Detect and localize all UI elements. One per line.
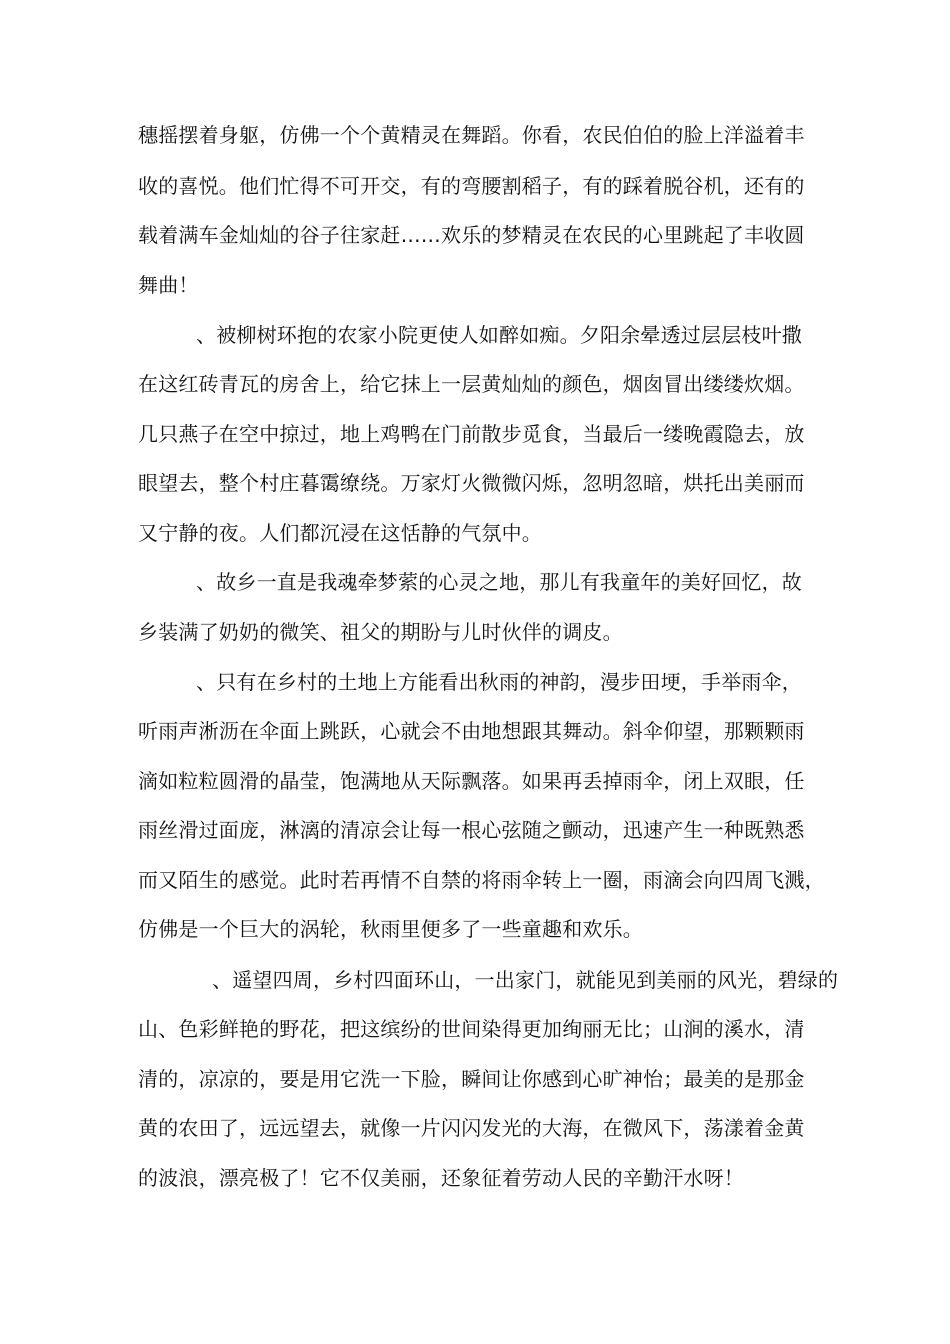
- text-line: 、故乡一直是我魂牵梦萦的心灵之地，那儿有我童年的美好回忆，故: [196, 570, 802, 594]
- text-line: 眼望去，整个村庄暮霭缭绕。万家灯火微微闪烁，忽明忽暗，烘托出美丽而: [138, 471, 805, 495]
- text-line: 又宁静的夜。人们都沉浸在这恬静的气氛中。: [138, 521, 542, 545]
- text-line: 的波浪，漂亮极了！它不仅美丽，还象征着劳动人民的辛勤汗水呀！: [138, 1166, 744, 1190]
- text-line: 听雨声淅沥在伞面上跳跃，心就会不由地想跟其舞动。斜伞仰望，那颗颗雨: [138, 719, 805, 743]
- text-line: 舞曲！: [138, 273, 199, 297]
- text-line: 穗摇摆着身躯，仿佛一个个黄精灵在舞蹈。你看，农民伯伯的脸上洋溢着丰: [138, 123, 805, 147]
- text-line: 而又陌生的感觉。此时若再情不自禁的将雨伞转上一圈，雨滴会向四周飞溅，: [138, 868, 825, 892]
- text-line: 滴如粒粒圆滑的晶莹，饱满地从天际飘落。如果再丢掉雨伞，闭上双眼，任: [138, 769, 805, 793]
- text-line: 、被柳树环抱的农家小院更使人如醉如痴。夕阳余晕透过层层枝叶撒: [196, 323, 802, 347]
- text-line: 载着满车金灿灿的谷子往家赶……欢乐的梦精灵在农民的心里跳起了丰收圆: [138, 223, 805, 247]
- text-line: 清的，凉凉的，要是用它洗一下脸，瞬间让你感到心旷神怡；最美的是那金: [138, 1067, 805, 1091]
- text-line: 、只有在乡村的土地上方能看出秋雨的神韵，漫步田埂，手举雨伞，: [196, 670, 802, 694]
- text-line: 仿佛是一个巨大的涡轮，秋雨里便多了一些童趣和欢乐。: [138, 917, 643, 941]
- text-line: 几只燕子在空中掠过，地上鸡鸭在门前散步觅食，当最后一缕晚霞隐去，放: [138, 422, 805, 446]
- text-line: 黄的农田了，远远望去，就像一片闪闪发光的大海，在微风下，荡漾着金黄: [138, 1116, 805, 1140]
- text-line: 收的喜悦。他们忙得不可开交，有的弯腰割稻子，有的踩着脱谷机，还有的: [138, 174, 805, 198]
- text-line: 在这红砖青瓦的房舍上，给它抹上一层黄灿灿的颜色，烟囱冒出缕缕炊烟。: [138, 372, 805, 396]
- text-line: 山、色彩鲜艳的野花，把这缤纷的世间染得更加绚丽无比；山涧的溪水，清: [138, 1017, 805, 1041]
- text-line: 乡装满了奶奶的微笑、祖父的期盼与儿时伙伴的调皮。: [138, 620, 623, 644]
- text-line: 雨丝滑过面庞，淋漓的清凉会让每一根心弦随之颤动，迅速产生一种既熟悉: [138, 818, 805, 842]
- text-line: 、遥望四周，乡村四面环山，一出家门，就能见到美丽的风光，碧绿的: [212, 968, 839, 992]
